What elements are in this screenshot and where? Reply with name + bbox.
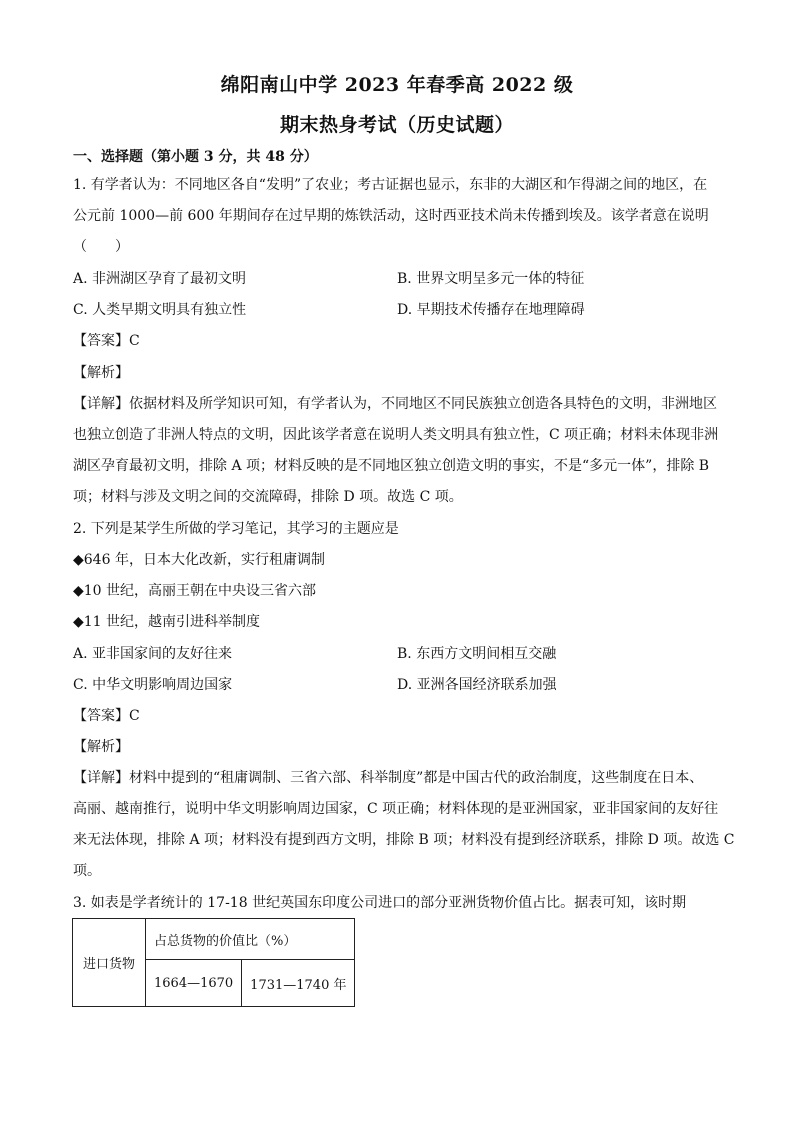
q2-option-d: D. 亚洲各国经济联系加强 bbox=[397, 677, 557, 693]
q3-stem: 3. 如表是学者统计的 17-18 世纪英国东印度公司进口的部分亚洲货物价值占比。据表可知，该时期 bbox=[73, 895, 687, 911]
q1-analysis-label: 【解析】 bbox=[73, 365, 129, 381]
q2-option-b: B. 东西方文明间相互交融 bbox=[397, 646, 557, 662]
q2-analysis-label: 【解析】 bbox=[73, 739, 129, 755]
q1-detail-line2: 也独立创造了非洲人特点的文明，因此该学者意在说明人类文明具有独立性，C 项正确；材料未体现非洲 bbox=[73, 427, 719, 443]
table-col-header-2: 1731—1740 年 bbox=[242, 960, 355, 1007]
table-row-header: 进口货物 bbox=[73, 919, 146, 1007]
q1-option-c: C. 人类早期文明具有独立性 bbox=[73, 302, 247, 318]
q1-detail-line1: 【详解】依据材料及所学知识可知，有学者认为，不同地区不同民族独立创造各具特色的文明，非洲地区 bbox=[73, 396, 717, 412]
q2-note2: ◆10 世纪，高丽王朝在中央设三省六部 bbox=[73, 583, 317, 599]
q2-option-c: C. 中华文明影响周边国家 bbox=[73, 677, 233, 693]
q1-answer: 【答案】C bbox=[73, 333, 140, 349]
q2-detail-line2: 高丽、越南推行，说明中华文明影响周边国家，C 项正确；材料体现的是亚洲国家，亚非国家间的友好往 bbox=[73, 801, 719, 817]
q1-option-d: D. 早期技术传播存在地理障碍 bbox=[397, 302, 585, 318]
exam-title-line1: 绵阳南山中学 2023 年春季高 2022 级 bbox=[220, 74, 574, 96]
q2-detail-line1: 【详解】材料中提到的“租庸调制、三省六部、科举制度”都是中国古代的政治制度，这些制度在日本、 bbox=[73, 770, 704, 786]
q3-data-table bbox=[72, 918, 355, 1007]
q2-note3: ◆11 世纪，越南引进科举制度 bbox=[73, 614, 261, 630]
section-heading: 一、选择题（第小题 3 分，共 48 分） bbox=[73, 149, 318, 165]
q1-option-a: A. 非洲湖区孕育了最初文明 bbox=[73, 271, 247, 287]
q2-detail-line4: 项。 bbox=[73, 863, 101, 879]
q2-answer: 【答案】C bbox=[73, 708, 140, 724]
exam-title-line2: 期末热身考试（历史试题） bbox=[279, 114, 514, 136]
q1-option-b: B. 世界文明呈多元一体的特征 bbox=[397, 271, 585, 287]
q2-stem: 2. 下列是某学生所做的学习笔记，其学习的主题应是 bbox=[73, 521, 399, 537]
q2-option-a: A. 亚非国家间的友好往来 bbox=[73, 646, 233, 662]
q1-stem-line1: 1. 有学者认为：不同地区各自“发明”了农业；考古证据也显示，东非的大湖区和乍得湖之间的地区，在 bbox=[73, 177, 708, 193]
q1-stem-line3: （ ） bbox=[73, 239, 129, 255]
q1-stem-line2: 公元前 1000—前 600 年期间存在过早期的炼铁活动，这时西亚技术尚未传播到埃及。该学者意在说明 bbox=[73, 208, 709, 224]
q2-note1: ◆646 年，日本大化改新，实行租庸调制 bbox=[73, 552, 325, 568]
table-col-header-1: 1664—1670 bbox=[146, 960, 242, 1007]
q1-detail-line4: 项；材料与涉及文明之间的交流障碍，排除 D 项。故选 C 项。 bbox=[73, 489, 463, 505]
q1-detail-line3: 湖区孕育最初文明，排除 A 项；材料反映的是不同地区独立创造文明的事实，不是“多元一体”，排除 B bbox=[73, 458, 710, 474]
table-group-header: 占总货物的价值比（%） bbox=[146, 919, 355, 960]
q2-detail-line3: 来无法体现，排除 A 项；材料没有提到西方文明，排除 B 项；材料没有提到经济联系，排除 D 项。故选 C bbox=[73, 832, 735, 848]
